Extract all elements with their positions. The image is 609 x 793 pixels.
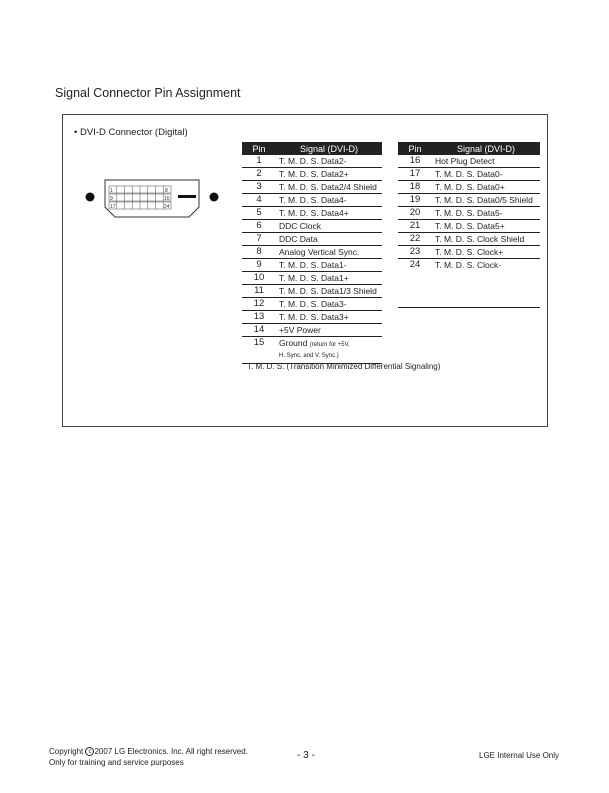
- pin-number: 11: [242, 285, 276, 298]
- page-number: - 3 -: [297, 750, 315, 761]
- table-row: [242, 246, 382, 259]
- signal-name: T. M. D. S. Data1-: [276, 259, 382, 272]
- signal-name: T. M. D. S. Data4+: [276, 207, 382, 220]
- table-row: [242, 259, 382, 272]
- pin-number: 5: [242, 207, 276, 220]
- footer-training-note: Only for training and service purposes: [49, 758, 184, 767]
- table-row: [242, 194, 382, 207]
- signal-name: T. M. D. S. Data0+: [432, 181, 540, 194]
- pin-number: 13: [242, 311, 276, 324]
- pin-number: 19: [398, 194, 432, 207]
- signal-name: T. M. D. S. Data2/4 Shield: [276, 181, 382, 194]
- dvi-connector-diagram: [85, 175, 219, 219]
- pin-number: 10: [242, 272, 276, 285]
- copyright-rest: 2007 LG Electronics. Inc. All right reserved.: [94, 747, 248, 756]
- table-row: [398, 220, 540, 233]
- table-row: [242, 220, 382, 233]
- pin-number: 18: [398, 181, 432, 194]
- signal-name: T. M. D. S. Data5-: [432, 207, 540, 220]
- table-row: [398, 155, 540, 168]
- pin-number: 4: [242, 194, 276, 207]
- signal-column-header: Signal (DVI-D): [276, 142, 382, 155]
- connector-shell-icon: [105, 180, 199, 217]
- table-row: [242, 324, 382, 337]
- pin-number: 7: [242, 233, 276, 246]
- signal-name: T. M. D. S. Data0/5 Shield: [432, 194, 540, 207]
- signal-name: T. M. D. S. Data1/3 Shield: [276, 285, 382, 298]
- footer-copyright: [49, 747, 248, 756]
- signal-name: Analog Vertical Sync.: [276, 246, 382, 259]
- signal-column-header: Signal (DVI-D): [432, 142, 540, 155]
- signal-name: Hot Plug Detect: [432, 155, 540, 168]
- connector-type-label: • DVI-D Connector (Digital): [74, 127, 188, 138]
- pin-number: 3: [242, 181, 276, 194]
- signal-name: [276, 337, 382, 364]
- table-row: [242, 311, 382, 324]
- table-header: [242, 142, 382, 155]
- signal-name: T. M. D. S. Data2-: [276, 155, 382, 168]
- tmds-note: T. M. D. S. (Transition Minimized Differential Signaling): [247, 362, 441, 371]
- table-row: [398, 181, 540, 194]
- table-row: [398, 246, 540, 259]
- pin-label-24: 24: [164, 204, 170, 210]
- table-row: [398, 168, 540, 181]
- copyright-prefix: Copyright: [49, 747, 84, 756]
- pin-number: 16: [398, 155, 432, 168]
- section-title: Signal Connector Pin Assignment: [55, 86, 241, 100]
- signal-name: +5V Power: [276, 324, 382, 337]
- ground-blade-icon: [178, 195, 196, 198]
- table-blank-row: [398, 271, 540, 308]
- pin-column-header: Pin: [398, 142, 432, 155]
- signal-name: T. M. D. S. Clock-: [435, 260, 502, 270]
- pin-table-right: [398, 142, 540, 308]
- pin-number: 21: [398, 220, 432, 233]
- pin-number: 15: [242, 337, 276, 364]
- table-row: [398, 194, 540, 207]
- signal-note-line1: (return for +5V,: [309, 342, 350, 348]
- footer-internal-use: LGE Internal Use Only: [479, 751, 560, 760]
- signal-name: T. M. D. S. Data3-: [276, 298, 382, 311]
- pin-number: 23: [398, 246, 432, 259]
- pin-label-17: 17: [110, 204, 116, 210]
- pin-table-left: [242, 142, 382, 364]
- signal-name: DDC Clock: [276, 220, 382, 233]
- table-row: [242, 272, 382, 285]
- table-header: [398, 142, 540, 155]
- pin-number: 14: [242, 324, 276, 337]
- table-row: [242, 181, 382, 194]
- signal-name: T. M. D. S. Data0-: [432, 168, 540, 181]
- signal-name: DDC Data: [276, 233, 382, 246]
- pin-number: 8: [242, 246, 276, 259]
- connector-info-box: [62, 114, 548, 427]
- signal-name: T. M. D. S. Data4-: [276, 194, 382, 207]
- table-row: [242, 337, 382, 364]
- pin-label-1: 1: [110, 188, 113, 194]
- pin-label-16: 16: [164, 196, 170, 202]
- pin-label-9: 9: [110, 196, 113, 202]
- pin-grid: [109, 186, 171, 209]
- table-row: [242, 285, 382, 298]
- pin-number: 20: [398, 207, 432, 220]
- pin-number: 22: [398, 233, 432, 246]
- signal-name: T. M. D. S. Data3+: [276, 311, 382, 324]
- table-row: [242, 298, 382, 311]
- pin-number: 17: [398, 168, 432, 181]
- signal-name: T. M. D. S. Clock Shield: [432, 233, 540, 246]
- mounting-screw-left-icon: [86, 193, 95, 202]
- table-row: [398, 207, 540, 220]
- table-row: [398, 233, 540, 246]
- table-row: [242, 207, 382, 220]
- pin-number: 9: [242, 259, 276, 272]
- signal-name: T. M. D. S. Clock+: [432, 246, 540, 259]
- pin-number: 24: [409, 259, 421, 270]
- table-row: [398, 259, 540, 272]
- signal-name: T. M. D. S. Data5+: [432, 220, 540, 233]
- pin-number: 6: [242, 220, 276, 233]
- signal-name: T. M. D. S. Data1+: [276, 272, 382, 285]
- table-row: [242, 233, 382, 246]
- signal-name: T. M. D. S. Data2+: [276, 168, 382, 181]
- pin-number: 1: [242, 155, 276, 168]
- table-row: [242, 168, 382, 181]
- signal-ground: Ground: [279, 338, 308, 348]
- table-row: [242, 155, 382, 168]
- pin-number: 12: [242, 298, 276, 311]
- mounting-screw-right-icon: [210, 193, 219, 202]
- copyright-symbol-letter: c: [88, 749, 92, 756]
- pin-number: 2: [242, 168, 276, 181]
- pin-label-8: 8: [165, 188, 168, 194]
- signal-note-line2: H. Sync. and V. Sync.): [279, 353, 339, 359]
- pin-column-header: Pin: [242, 142, 276, 155]
